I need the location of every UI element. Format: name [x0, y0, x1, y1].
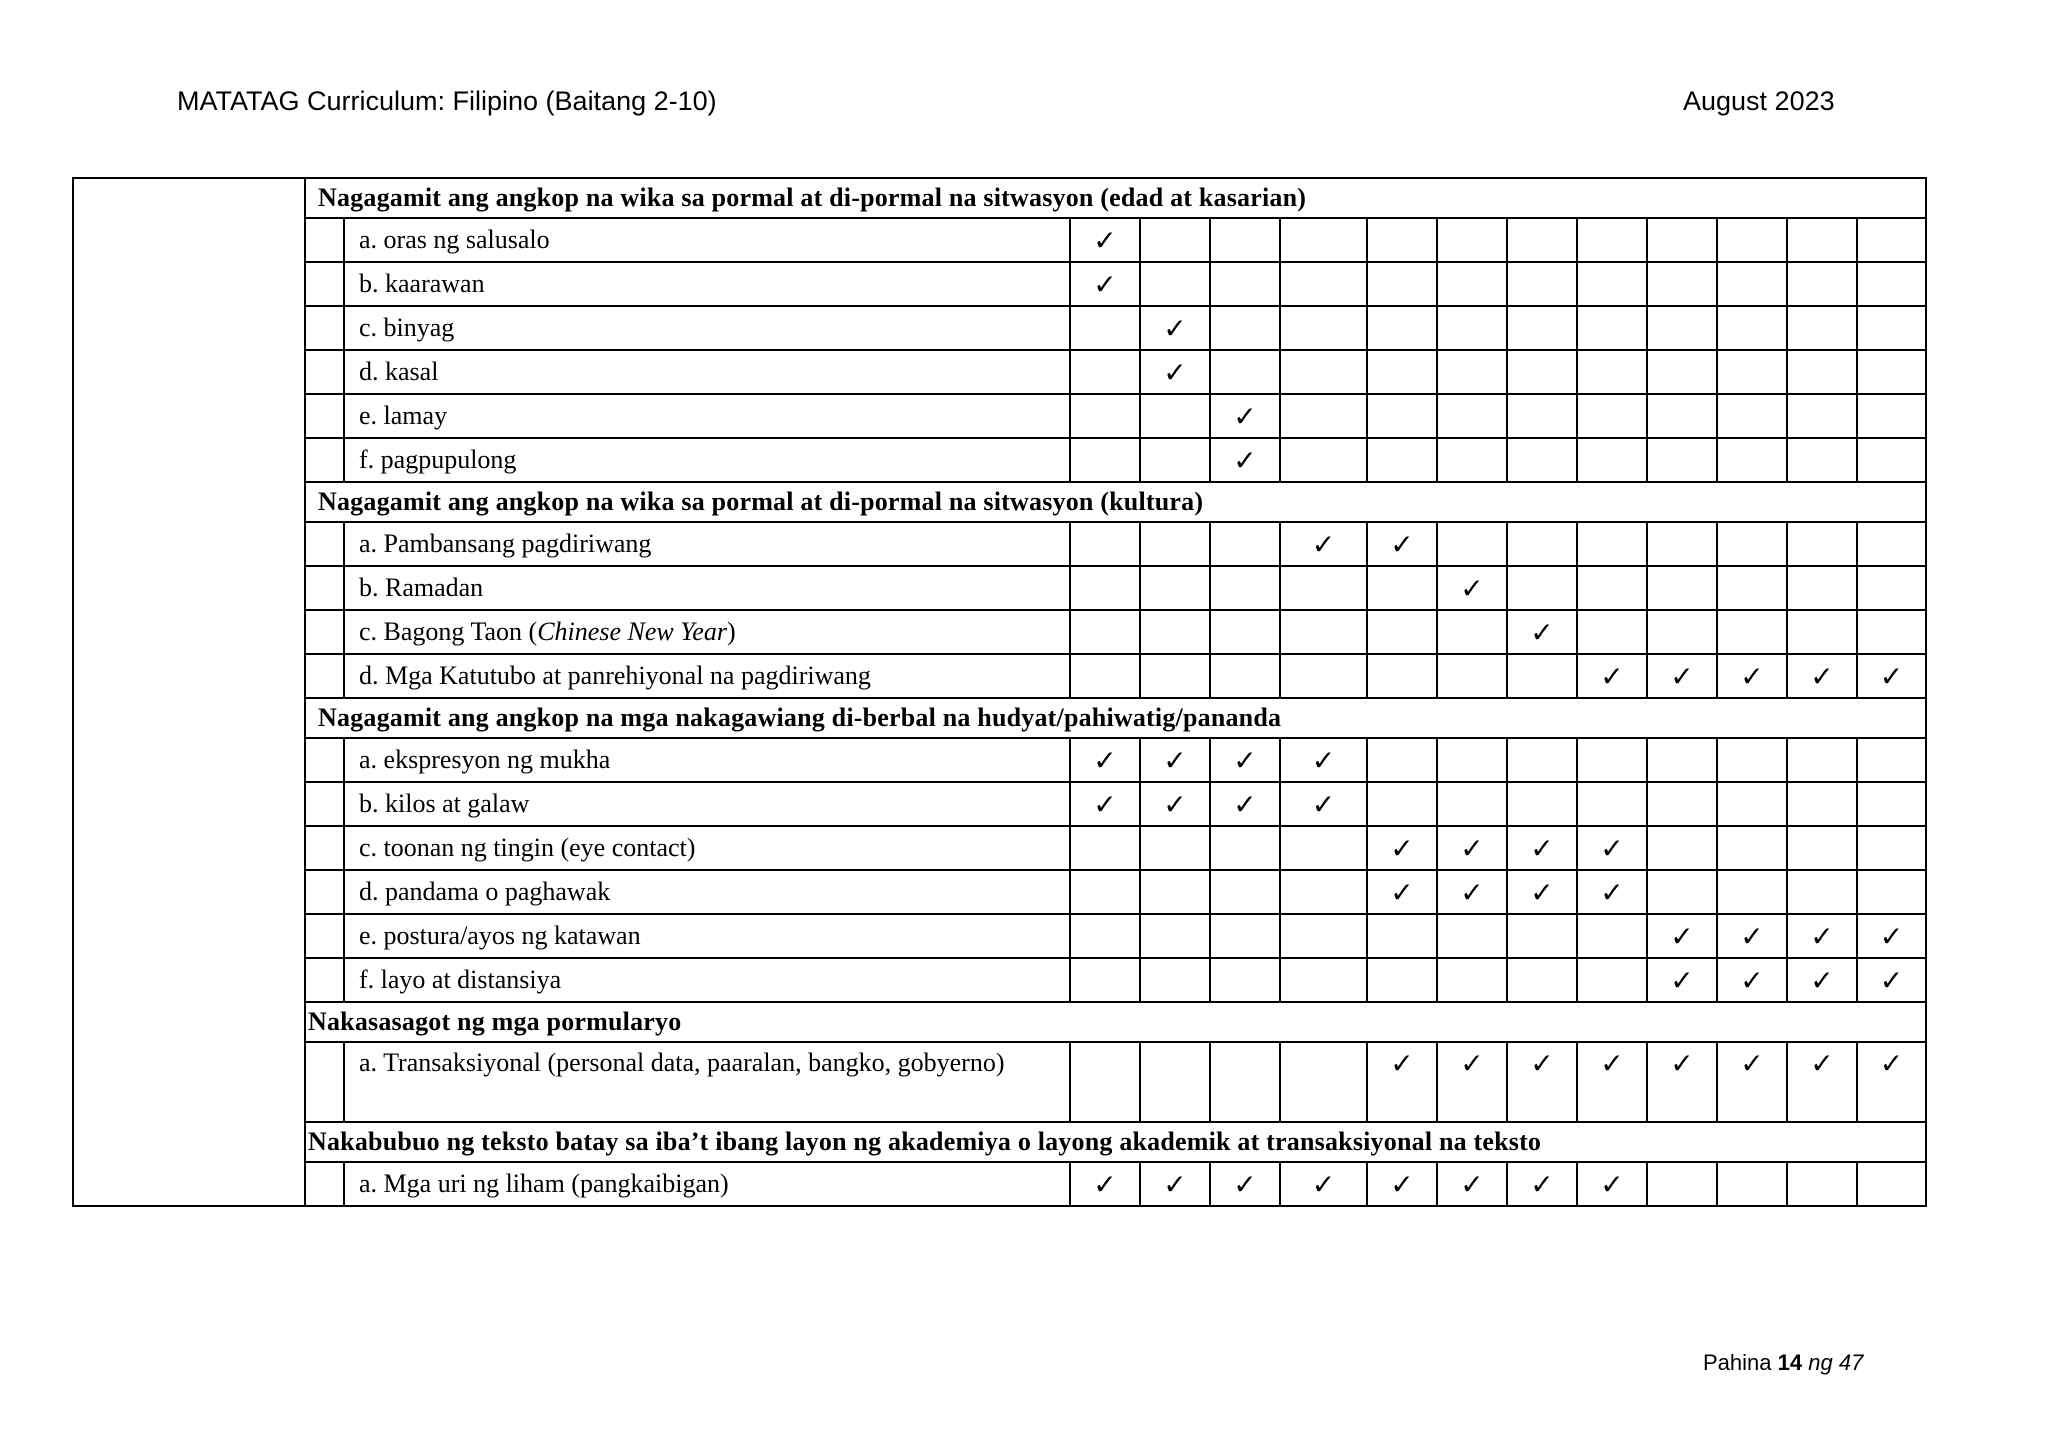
check-mark-icon: ✓ [1717, 958, 1787, 1002]
grade-cell [1367, 218, 1437, 262]
check-mark-icon: ✓ [1280, 782, 1367, 826]
grade-cell [1367, 306, 1437, 350]
grade-cell [1140, 218, 1210, 262]
check-mark-icon: ✓ [1857, 958, 1926, 1002]
grade-cell [1210, 262, 1280, 306]
check-mark-icon: ✓ [1787, 1042, 1857, 1122]
grade-cell [1070, 522, 1140, 566]
check-mark-icon: ✓ [1647, 958, 1717, 1002]
grade-cell [1280, 350, 1367, 394]
grade-cell [1787, 262, 1857, 306]
check-mark-icon: ✓ [1507, 1042, 1577, 1122]
check-mark-icon: ✓ [1437, 826, 1507, 870]
check-mark-icon: ✓ [1787, 654, 1857, 698]
check-mark-icon: ✓ [1577, 1162, 1647, 1206]
grade-cell [1857, 306, 1926, 350]
grade-cell [1577, 306, 1647, 350]
grade-cell [1717, 262, 1787, 306]
grade-cell [1857, 350, 1926, 394]
page-footer [1703, 1350, 1863, 1376]
competency-item-label: f. pagpupulong [344, 438, 1070, 482]
grade-cell [1507, 350, 1577, 394]
grade-cell [1647, 394, 1717, 438]
grade-cell [1210, 1042, 1280, 1122]
grade-cell [1210, 522, 1280, 566]
grade-cell [1577, 566, 1647, 610]
grade-cell [1210, 218, 1280, 262]
grade-cell [1070, 914, 1140, 958]
table-row [73, 1162, 1926, 1206]
indent-cell [305, 218, 344, 262]
indent-cell [305, 870, 344, 914]
grade-cell [1210, 350, 1280, 394]
grade-cell [1367, 610, 1437, 654]
competency-item-label: d. pandama o paghawak [344, 870, 1070, 914]
check-mark-icon: ✓ [1367, 870, 1437, 914]
competency-item-label: a. ekspresyon ng mukha [344, 738, 1070, 782]
grade-cell [1437, 350, 1507, 394]
indent-cell [305, 738, 344, 782]
table-row [73, 438, 1926, 482]
competency-item-label: d. kasal [344, 350, 1070, 394]
label-text: ) [726, 617, 736, 646]
grade-cell [1367, 394, 1437, 438]
grade-cell [1367, 262, 1437, 306]
grade-cell [1280, 1042, 1367, 1122]
table-row [73, 394, 1926, 438]
section-heading-row [73, 178, 1926, 218]
grade-cell [1647, 350, 1717, 394]
grade-cell [1507, 262, 1577, 306]
table-row [73, 610, 1926, 654]
competency-item-label: b. kilos at galaw [344, 782, 1070, 826]
competency-item-label [344, 610, 1070, 654]
grade-cell [1717, 870, 1787, 914]
grade-cell [1717, 350, 1787, 394]
table-row [73, 566, 1926, 610]
grade-cell [1577, 738, 1647, 782]
check-mark-icon: ✓ [1140, 306, 1210, 350]
grade-cell [1437, 738, 1507, 782]
grade-cell [1507, 306, 1577, 350]
indent-cell [305, 306, 344, 350]
grade-cell [1140, 914, 1210, 958]
check-mark-icon: ✓ [1857, 1042, 1926, 1122]
grade-cell [1717, 438, 1787, 482]
grade-cell [1507, 438, 1577, 482]
check-mark-icon: ✓ [1140, 1162, 1210, 1206]
check-mark-icon: ✓ [1070, 218, 1140, 262]
section-heading: Nakasasagot ng mga pormularyo [305, 1002, 1926, 1042]
grade-cell [1140, 438, 1210, 482]
indent-cell [305, 438, 344, 482]
grade-cell [1070, 306, 1140, 350]
competency-item-label: a. Mga uri ng liham (pangkaibigan) [344, 1162, 1070, 1206]
grade-cell [1070, 394, 1140, 438]
competency-item-label: b. Ramadan [344, 566, 1070, 610]
grade-cell [1507, 566, 1577, 610]
check-mark-icon: ✓ [1140, 782, 1210, 826]
grade-cell [1787, 522, 1857, 566]
grade-cell [1647, 218, 1717, 262]
grade-cell [1437, 218, 1507, 262]
grade-cell [1507, 522, 1577, 566]
check-mark-icon: ✓ [1280, 1162, 1367, 1206]
grade-cell [1210, 610, 1280, 654]
check-mark-icon: ✓ [1210, 394, 1280, 438]
grade-cell [1367, 958, 1437, 1002]
indent-cell [305, 1162, 344, 1206]
grade-cell [1647, 1162, 1717, 1206]
grade-cell [1577, 262, 1647, 306]
check-mark-icon: ✓ [1070, 782, 1140, 826]
grade-cell [1787, 870, 1857, 914]
check-mark-icon: ✓ [1140, 738, 1210, 782]
grade-cell [1280, 958, 1367, 1002]
grade-cell [1787, 826, 1857, 870]
grade-cell [1070, 958, 1140, 1002]
check-mark-icon: ✓ [1437, 870, 1507, 914]
check-mark-icon: ✓ [1210, 782, 1280, 826]
grade-cell [1717, 394, 1787, 438]
grade-cell [1280, 566, 1367, 610]
grade-cell [1437, 958, 1507, 1002]
check-mark-icon: ✓ [1280, 522, 1367, 566]
grade-cell [1507, 782, 1577, 826]
check-mark-icon: ✓ [1437, 566, 1507, 610]
grade-cell [1367, 782, 1437, 826]
grade-cell [1577, 438, 1647, 482]
grade-cell [1717, 522, 1787, 566]
indent-cell [305, 1042, 344, 1122]
grade-cell [1140, 522, 1210, 566]
grade-cell [1577, 610, 1647, 654]
grade-cell [1280, 438, 1367, 482]
grade-cell [1787, 218, 1857, 262]
competency-item-label: a. oras ng salusalo [344, 218, 1070, 262]
check-mark-icon: ✓ [1280, 738, 1367, 782]
grade-cell [1787, 438, 1857, 482]
indent-cell [305, 914, 344, 958]
check-mark-icon: ✓ [1857, 914, 1926, 958]
grade-cell [1140, 394, 1210, 438]
check-mark-icon: ✓ [1507, 870, 1577, 914]
competency-item-label: d. Mga Katutubo at panrehiyonal na pagdiriwang [344, 654, 1070, 698]
section-heading-row [73, 698, 1926, 738]
check-mark-icon: ✓ [1437, 1162, 1507, 1206]
table-row [73, 826, 1926, 870]
check-mark-icon: ✓ [1507, 826, 1577, 870]
check-mark-icon: ✓ [1717, 914, 1787, 958]
check-mark-icon: ✓ [1507, 1162, 1577, 1206]
competency-item-label: a. Transaksiyonal (personal data, paaralan, bangko, gobyerno) [344, 1042, 1070, 1122]
grade-cell [1787, 566, 1857, 610]
blank-left-column [73, 178, 305, 1206]
grade-cell [1787, 610, 1857, 654]
grade-cell [1140, 1042, 1210, 1122]
grade-cell [1140, 958, 1210, 1002]
grade-cell [1717, 738, 1787, 782]
grade-cell [1857, 522, 1926, 566]
grade-cell [1070, 654, 1140, 698]
check-mark-icon: ✓ [1857, 654, 1926, 698]
grade-cell [1507, 218, 1577, 262]
grade-cell [1507, 958, 1577, 1002]
check-mark-icon: ✓ [1210, 438, 1280, 482]
grade-cell [1857, 394, 1926, 438]
check-mark-icon: ✓ [1787, 914, 1857, 958]
footer-prefix: Pahina [1703, 1350, 1772, 1375]
grade-cell [1280, 826, 1367, 870]
section-heading: Nagagamit ang angkop na mga nakagawiang di-berbal na hudyat/pahiwatig/pananda [305, 698, 1926, 738]
grade-cell [1717, 826, 1787, 870]
competency-item-label: a. Pambansang pagdiriwang [344, 522, 1070, 566]
grade-cell [1210, 958, 1280, 1002]
table-row [73, 914, 1926, 958]
grade-cell [1577, 350, 1647, 394]
indent-cell [305, 522, 344, 566]
grade-cell [1717, 782, 1787, 826]
grade-cell [1857, 738, 1926, 782]
grade-cell [1647, 262, 1717, 306]
grade-cell [1140, 262, 1210, 306]
table-row [73, 654, 1926, 698]
grade-cell [1367, 438, 1437, 482]
indent-cell [305, 958, 344, 1002]
grade-cell [1787, 782, 1857, 826]
check-mark-icon: ✓ [1367, 522, 1437, 566]
check-mark-icon: ✓ [1210, 1162, 1280, 1206]
indent-cell [305, 826, 344, 870]
grade-cell [1647, 306, 1717, 350]
grade-cell [1210, 566, 1280, 610]
grade-cell [1437, 914, 1507, 958]
section-heading-row [73, 482, 1926, 522]
grade-cell [1070, 826, 1140, 870]
grade-cell [1507, 914, 1577, 958]
check-mark-icon: ✓ [1367, 826, 1437, 870]
grade-cell [1070, 870, 1140, 914]
grade-cell [1367, 350, 1437, 394]
grade-cell [1437, 654, 1507, 698]
grade-cell [1210, 914, 1280, 958]
grade-cell [1717, 306, 1787, 350]
grade-cell [1367, 566, 1437, 610]
indent-cell [305, 782, 344, 826]
competency-item-label: b. kaarawan [344, 262, 1070, 306]
grade-cell [1140, 566, 1210, 610]
indent-cell [305, 262, 344, 306]
competency-item-label: e. postura/ayos ng katawan [344, 914, 1070, 958]
table-row [73, 870, 1926, 914]
check-mark-icon: ✓ [1647, 914, 1717, 958]
section-heading: Nakabubuo ng teksto batay sa iba’t ibang layon ng akademiya o layong akademik at transaksiyonal na teksto [305, 1122, 1926, 1162]
grade-cell [1647, 566, 1717, 610]
grade-cell [1647, 610, 1717, 654]
grade-cell [1140, 610, 1210, 654]
table-row [73, 958, 1926, 1002]
grade-cell [1210, 826, 1280, 870]
grade-cell [1140, 654, 1210, 698]
competency-item-label: c. toonan ng tingin (eye contact) [344, 826, 1070, 870]
competency-item-label: e. lamay [344, 394, 1070, 438]
grade-cell [1647, 738, 1717, 782]
grade-cell [1140, 826, 1210, 870]
table-row [73, 1042, 1926, 1122]
check-mark-icon: ✓ [1717, 1042, 1787, 1122]
grade-cell [1787, 350, 1857, 394]
table-row [73, 782, 1926, 826]
table-row [73, 738, 1926, 782]
grade-cell [1647, 522, 1717, 566]
grade-cell [1367, 914, 1437, 958]
table-row [73, 218, 1926, 262]
check-mark-icon: ✓ [1787, 958, 1857, 1002]
section-heading-row [73, 1002, 1926, 1042]
section-heading: Nagagamit ang angkop na wika sa pormal at di-pormal na sitwasyon (edad at kasarian) [305, 178, 1926, 218]
competency-checklist-table [72, 177, 1927, 1207]
check-mark-icon: ✓ [1367, 1042, 1437, 1122]
grade-cell [1787, 306, 1857, 350]
grade-cell [1577, 522, 1647, 566]
grade-cell [1857, 1162, 1926, 1206]
check-mark-icon: ✓ [1437, 1042, 1507, 1122]
grade-cell [1210, 870, 1280, 914]
grade-cell [1437, 522, 1507, 566]
grade-cell [1577, 782, 1647, 826]
table-row [73, 262, 1926, 306]
table-row [73, 306, 1926, 350]
check-mark-icon: ✓ [1577, 870, 1647, 914]
grade-cell [1437, 306, 1507, 350]
grade-cell [1717, 218, 1787, 262]
grade-cell [1280, 870, 1367, 914]
check-mark-icon: ✓ [1367, 1162, 1437, 1206]
grade-cell [1577, 218, 1647, 262]
check-mark-icon: ✓ [1210, 738, 1280, 782]
check-mark-icon: ✓ [1577, 1042, 1647, 1122]
table-row [73, 350, 1926, 394]
grade-cell [1070, 610, 1140, 654]
grade-cell [1717, 1162, 1787, 1206]
grade-cell [1367, 654, 1437, 698]
grade-cell [1577, 914, 1647, 958]
grade-cell [1857, 782, 1926, 826]
grade-cell [1717, 610, 1787, 654]
grade-cell [1647, 870, 1717, 914]
section-heading-row [73, 1122, 1926, 1162]
label-italic-text: Chinese New Year [537, 617, 727, 646]
grade-cell [1280, 914, 1367, 958]
grade-cell [1787, 1162, 1857, 1206]
competency-item-label: c. binyag [344, 306, 1070, 350]
grade-cell [1070, 438, 1140, 482]
check-mark-icon: ✓ [1717, 654, 1787, 698]
grade-cell [1857, 262, 1926, 306]
grade-cell [1857, 610, 1926, 654]
grade-cell [1857, 566, 1926, 610]
table-row [73, 522, 1926, 566]
grade-cell [1280, 654, 1367, 698]
grade-cell [1280, 306, 1367, 350]
grade-cell [1070, 566, 1140, 610]
grade-cell [1507, 654, 1577, 698]
grade-cell [1437, 782, 1507, 826]
grade-cell [1070, 1042, 1140, 1122]
grade-cell [1367, 738, 1437, 782]
indent-cell [305, 350, 344, 394]
check-mark-icon: ✓ [1647, 1042, 1717, 1122]
grade-cell [1857, 870, 1926, 914]
check-mark-icon: ✓ [1070, 262, 1140, 306]
check-mark-icon: ✓ [1070, 1162, 1140, 1206]
footer-page-total: ng 47 [1808, 1350, 1864, 1375]
grade-cell [1507, 394, 1577, 438]
grade-cell [1280, 218, 1367, 262]
grade-cell [1280, 610, 1367, 654]
grade-cell [1577, 394, 1647, 438]
competency-item-label: f. layo at distansiya [344, 958, 1070, 1002]
check-mark-icon: ✓ [1070, 738, 1140, 782]
grade-cell [1787, 394, 1857, 438]
grade-cell [1717, 566, 1787, 610]
indent-cell [305, 610, 344, 654]
grade-cell [1787, 738, 1857, 782]
check-mark-icon: ✓ [1140, 350, 1210, 394]
grade-cell [1577, 958, 1647, 1002]
document-header-date: August 2023 [1683, 86, 1835, 116]
grade-cell [1647, 782, 1717, 826]
check-mark-icon: ✓ [1647, 654, 1717, 698]
grade-cell [1437, 610, 1507, 654]
grade-cell [1857, 438, 1926, 482]
document-header-title: MATATAG Curriculum: Filipino (Baitang 2-10) [177, 86, 717, 116]
check-mark-icon: ✓ [1577, 654, 1647, 698]
section-heading: Nagagamit ang angkop na wika sa pormal at di-pormal na sitwasyon (kultura) [305, 482, 1926, 522]
grade-cell [1210, 654, 1280, 698]
indent-cell [305, 566, 344, 610]
label-text: c. Bagong Taon ( [359, 617, 538, 646]
grade-cell [1070, 350, 1140, 394]
grade-cell [1140, 870, 1210, 914]
grade-cell [1857, 826, 1926, 870]
indent-cell [305, 394, 344, 438]
grade-cell [1647, 826, 1717, 870]
check-mark-icon: ✓ [1507, 610, 1577, 654]
grade-cell [1857, 218, 1926, 262]
footer-page-number: 14 [1777, 1350, 1803, 1375]
grade-cell [1437, 262, 1507, 306]
grade-cell [1437, 394, 1507, 438]
grade-cell [1437, 438, 1507, 482]
indent-cell [305, 654, 344, 698]
grade-cell [1280, 262, 1367, 306]
grade-cell [1507, 738, 1577, 782]
grade-cell [1210, 306, 1280, 350]
check-mark-icon: ✓ [1577, 826, 1647, 870]
grade-cell [1280, 394, 1367, 438]
grade-cell [1647, 438, 1717, 482]
